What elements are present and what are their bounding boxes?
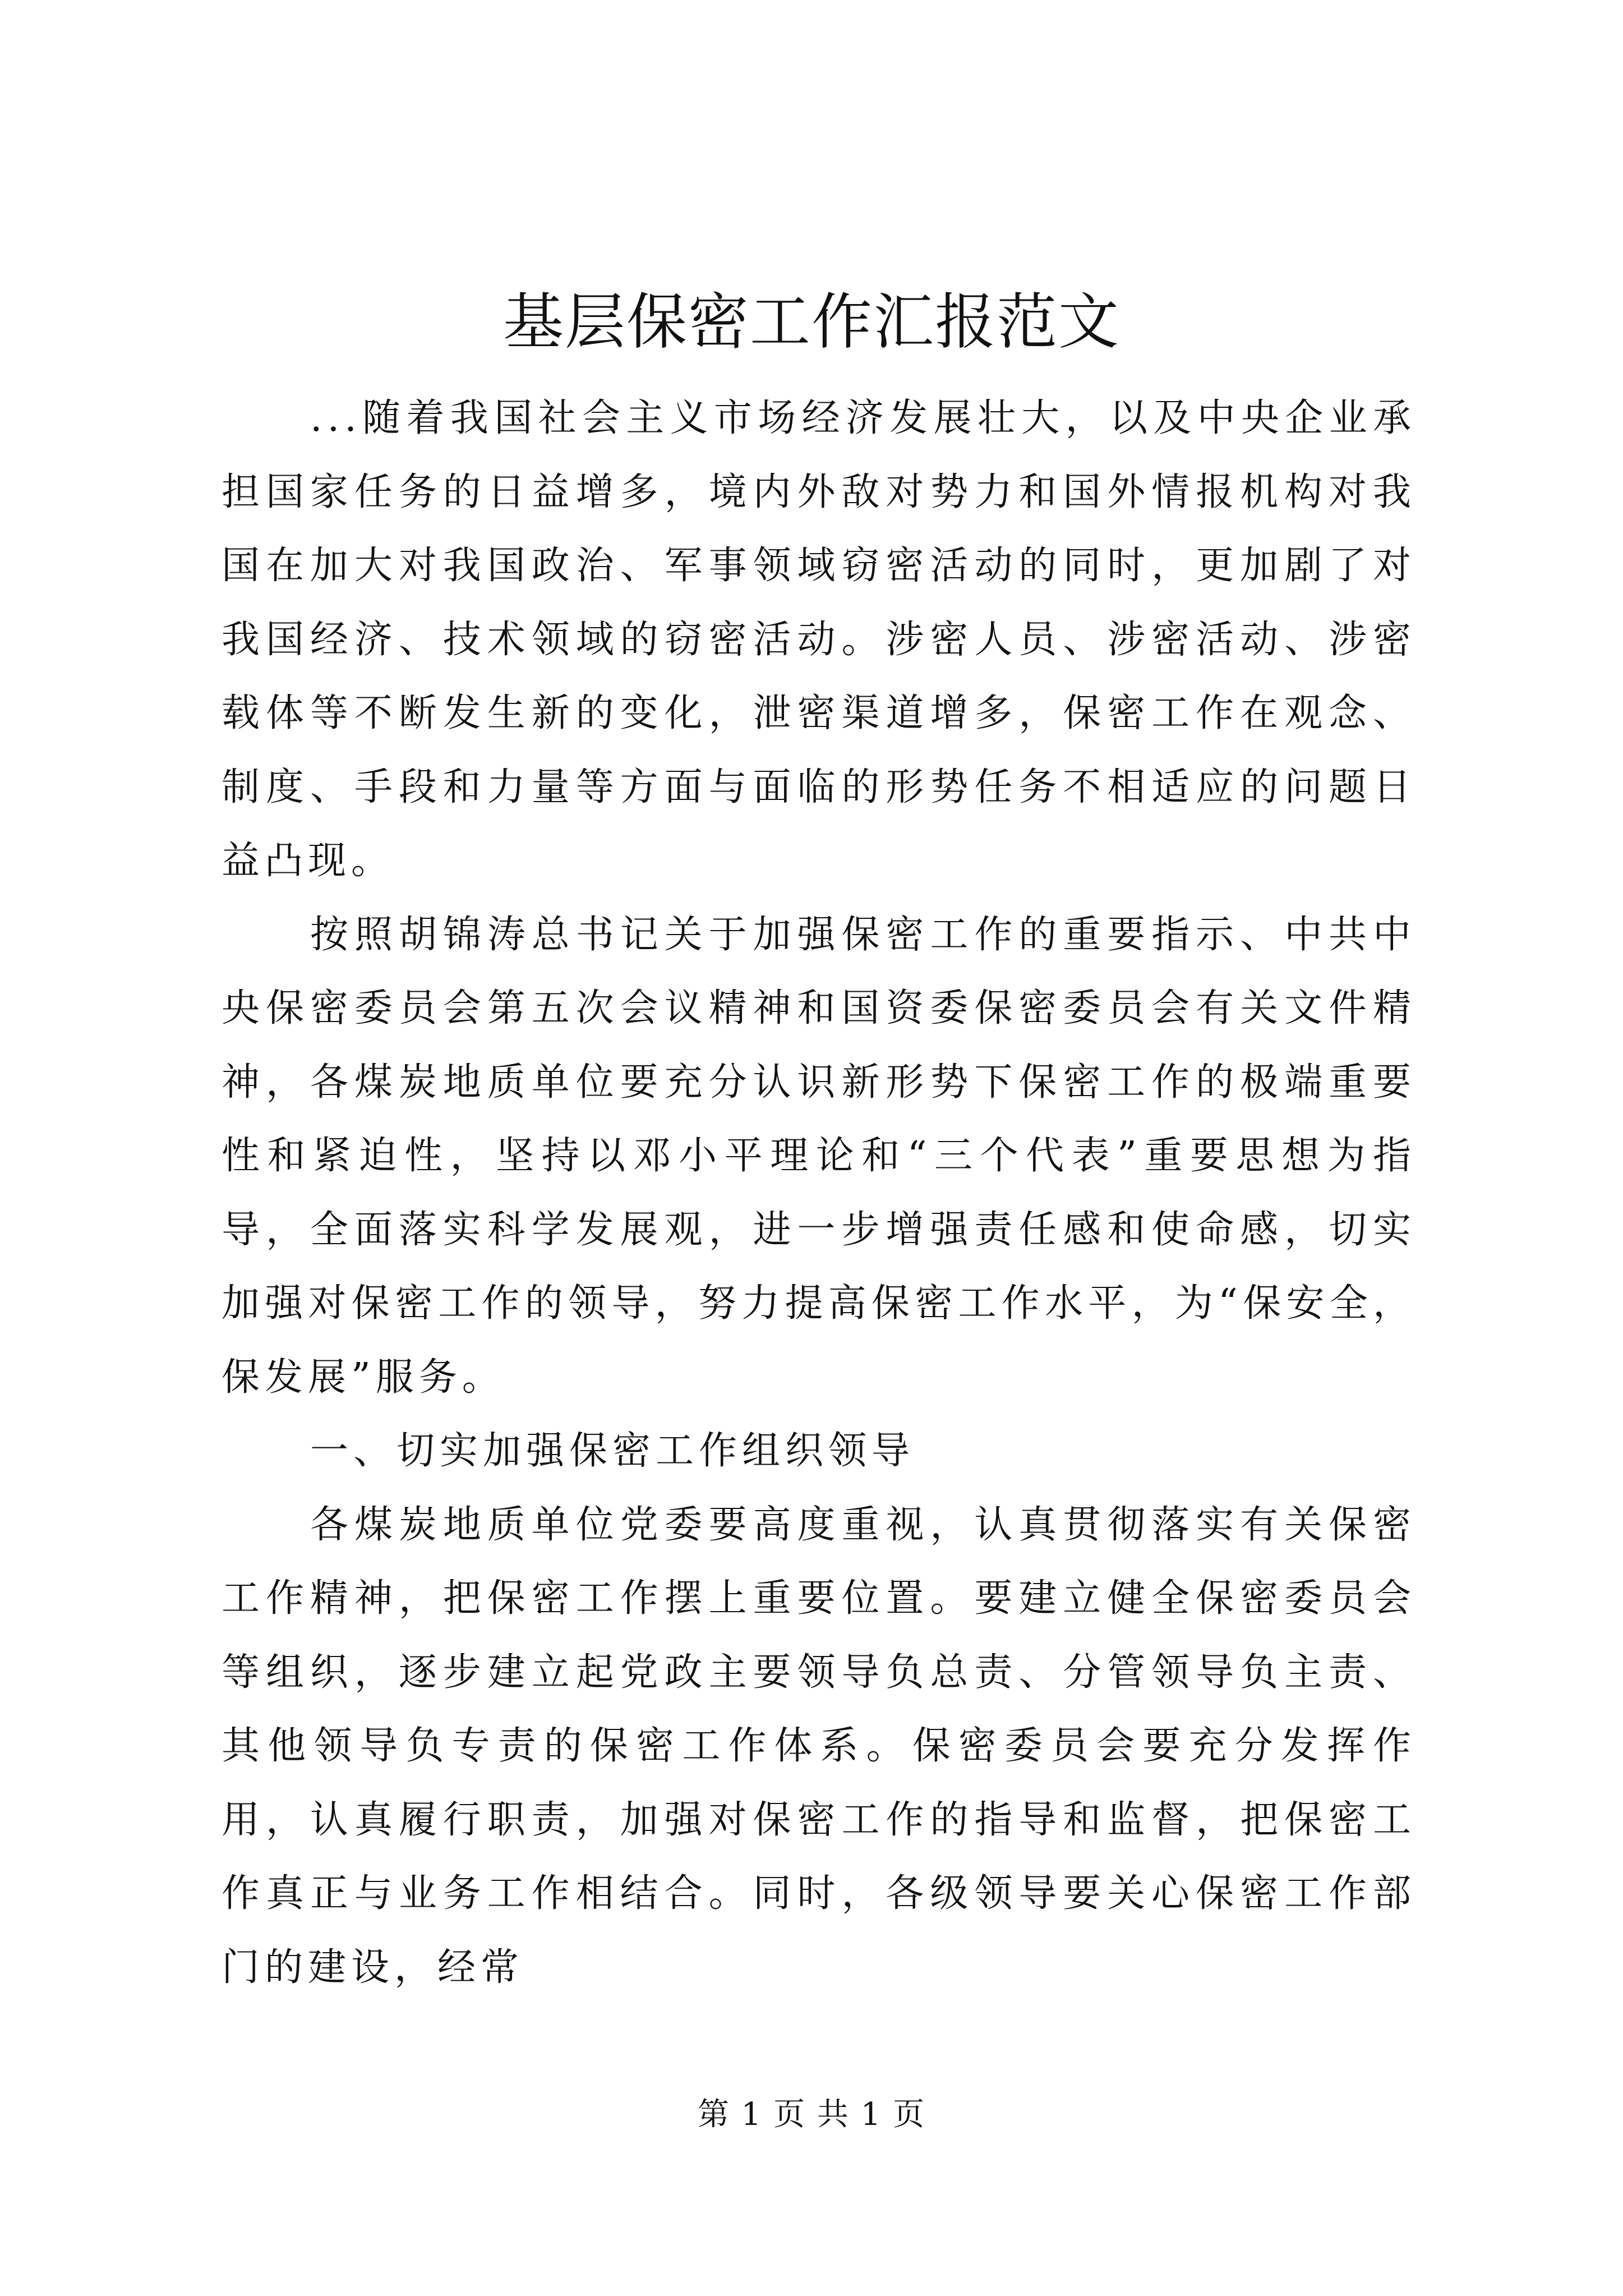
page-footer: 第 1 页 共 1 页 <box>697 2096 926 2133</box>
paragraph-intro: ...随着我国社会主义市场经济发展壮大，以及中央企业承担国家任务的日益增多，境内外敌对势力和国外情报机构对我国在加大对我国政治、军事领域窃密活动的同时，更加剧了对我国经济、技术领域的窃密活动。涉密人员、涉密活动、涉密载体等不断发生新的变化，泄密渠道增多，保密工作在观念、制度、手段和力量等方面与面临的形势任务不相适应的问题日益凸现。 <box>222 396 1416 883</box>
paragraph-instructions: 按照胡锦涛总书记关于加强保密工作的重要指示、中共中央保密委员会第五次会议精神和国资委保密委员会有关文件精神，各煤炭地质单位要充分认识新形势下保密工作的极端重要性和紧迫性，坚持以邓小平理论和“三个代表”重要思想为指导，全面落实科学发展观，进一步增强责任感和使命感，切实加强对保密工作的领导，努力提高保密工作水平，为“保安全，保发展”服务。 <box>222 912 1416 1400</box>
document-body <box>222 381 1416 2004</box>
paragraph-section-1: 各煤炭地质单位党委要高度重视，认真贯彻落实有关保密工作精神，把保密工作摆上重要位置。要建立健全保密委员会等组织，逐步建立起党政主要领导负总责、分管领导负主责、其他领导负专责的保密工作体系。保密委员会要充分发挥作用，认真履行职责，加强对保密工作的指导和监督，把保密工作真正与业务工作相结合。同时，各级领导要关心保密工作部门的建设，经常 <box>222 1502 1416 1990</box>
section-heading-1: 一、切实加强保密工作组织领导 <box>310 1429 915 1473</box>
document-title: 基层保密工作汇报范文 <box>502 287 1120 357</box>
